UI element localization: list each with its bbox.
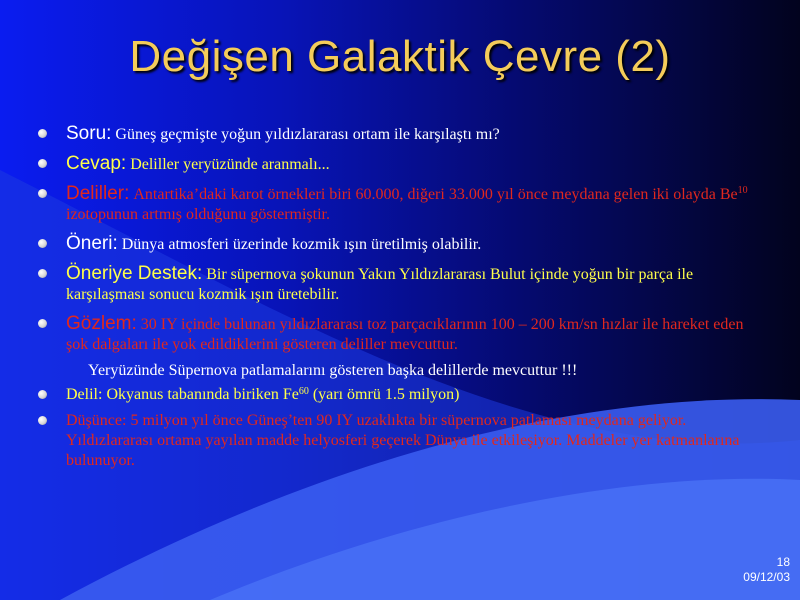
item-label: Öneriye Destek: bbox=[66, 263, 203, 284]
item-text: Deliller yeryüzünde aranmalı... bbox=[130, 156, 330, 173]
item-text-after: izotopunun artmış olduğunu göstermiştir. bbox=[66, 206, 330, 223]
superscript: 10 bbox=[737, 185, 748, 196]
bullet-icon bbox=[38, 269, 47, 278]
bullet-icon bbox=[38, 129, 47, 138]
list-item bbox=[38, 411, 758, 471]
item-label: Gözlem: bbox=[66, 313, 137, 334]
bullet-icon bbox=[38, 189, 47, 198]
item-text: Okyanus tabanında biriken Fe bbox=[106, 386, 299, 403]
item-label: Düşünce: bbox=[66, 412, 127, 429]
bullet-list bbox=[38, 124, 758, 471]
bullet-icon bbox=[38, 390, 47, 399]
list-item bbox=[38, 314, 758, 355]
superscript: 60 bbox=[298, 386, 309, 397]
list-item bbox=[38, 124, 758, 145]
list-item bbox=[38, 154, 758, 175]
bullet-icon bbox=[38, 159, 47, 168]
item-label: Deliller: bbox=[66, 183, 130, 204]
slide-title: Değişen Galaktik Çevre (2) bbox=[129, 32, 671, 81]
list-item bbox=[38, 234, 758, 255]
item-text: Bir süpernova şokunun Yakın Yıldızlararası Bulut içinde yoğun bir parça ile karşılaşması sonucu kozmik ışın üretebilir. bbox=[66, 266, 694, 303]
item-label: Soru: bbox=[66, 123, 112, 144]
item-text: Güneş geçmişte yoğun yıldızlararası ortam ile karşılaştı mı? bbox=[115, 126, 500, 143]
item-text: Dünya atmosferi üzerinde kozmik ışın üretilmiş olabilir. bbox=[121, 236, 482, 253]
page-number: 18 bbox=[776, 555, 790, 569]
bullet-icon bbox=[38, 239, 47, 248]
item-label: Delil: bbox=[66, 386, 103, 403]
item-text: 5 milyon yıl önce Güneş’ten 90 IY uzaklıkta bir süpernova patlaması meydana geliyor. Yıldızlararası ortama yayılan madde helyosferi geçerek Dünya ile etkileşiyor. Maddeler yer katmanlarına bulunuyor. bbox=[66, 412, 740, 469]
slide-footer bbox=[743, 555, 790, 585]
item-text: 30 IY içinde bulunan yıldızlararası toz parçacıklarının 100 – 200 km/sn hızlar ile hareket eden şok dalgaları ile yok edildiklerini gösteren deliller mevcuttur. bbox=[66, 316, 744, 353]
item-label: Öneri: bbox=[66, 233, 118, 254]
bullet-icon bbox=[38, 416, 47, 425]
item-text-after: (yarı ömrü 1.5 milyon) bbox=[312, 386, 460, 403]
list-item bbox=[38, 264, 758, 305]
note-text: Yeryüzünde Süpernova patlamalarını gösteren başka delillerde mevcuttur !!! bbox=[88, 362, 578, 379]
slide-date: 09/12/03 bbox=[743, 570, 790, 584]
list-item bbox=[38, 184, 758, 225]
item-text: Antartika’daki karot örnekleri biri 60.000, diğeri 33.000 yıl önce meydana gelen iki olayda Be bbox=[133, 186, 738, 203]
bullet-icon bbox=[38, 319, 47, 328]
item-label: Cevap: bbox=[66, 153, 127, 174]
list-item bbox=[38, 385, 758, 405]
